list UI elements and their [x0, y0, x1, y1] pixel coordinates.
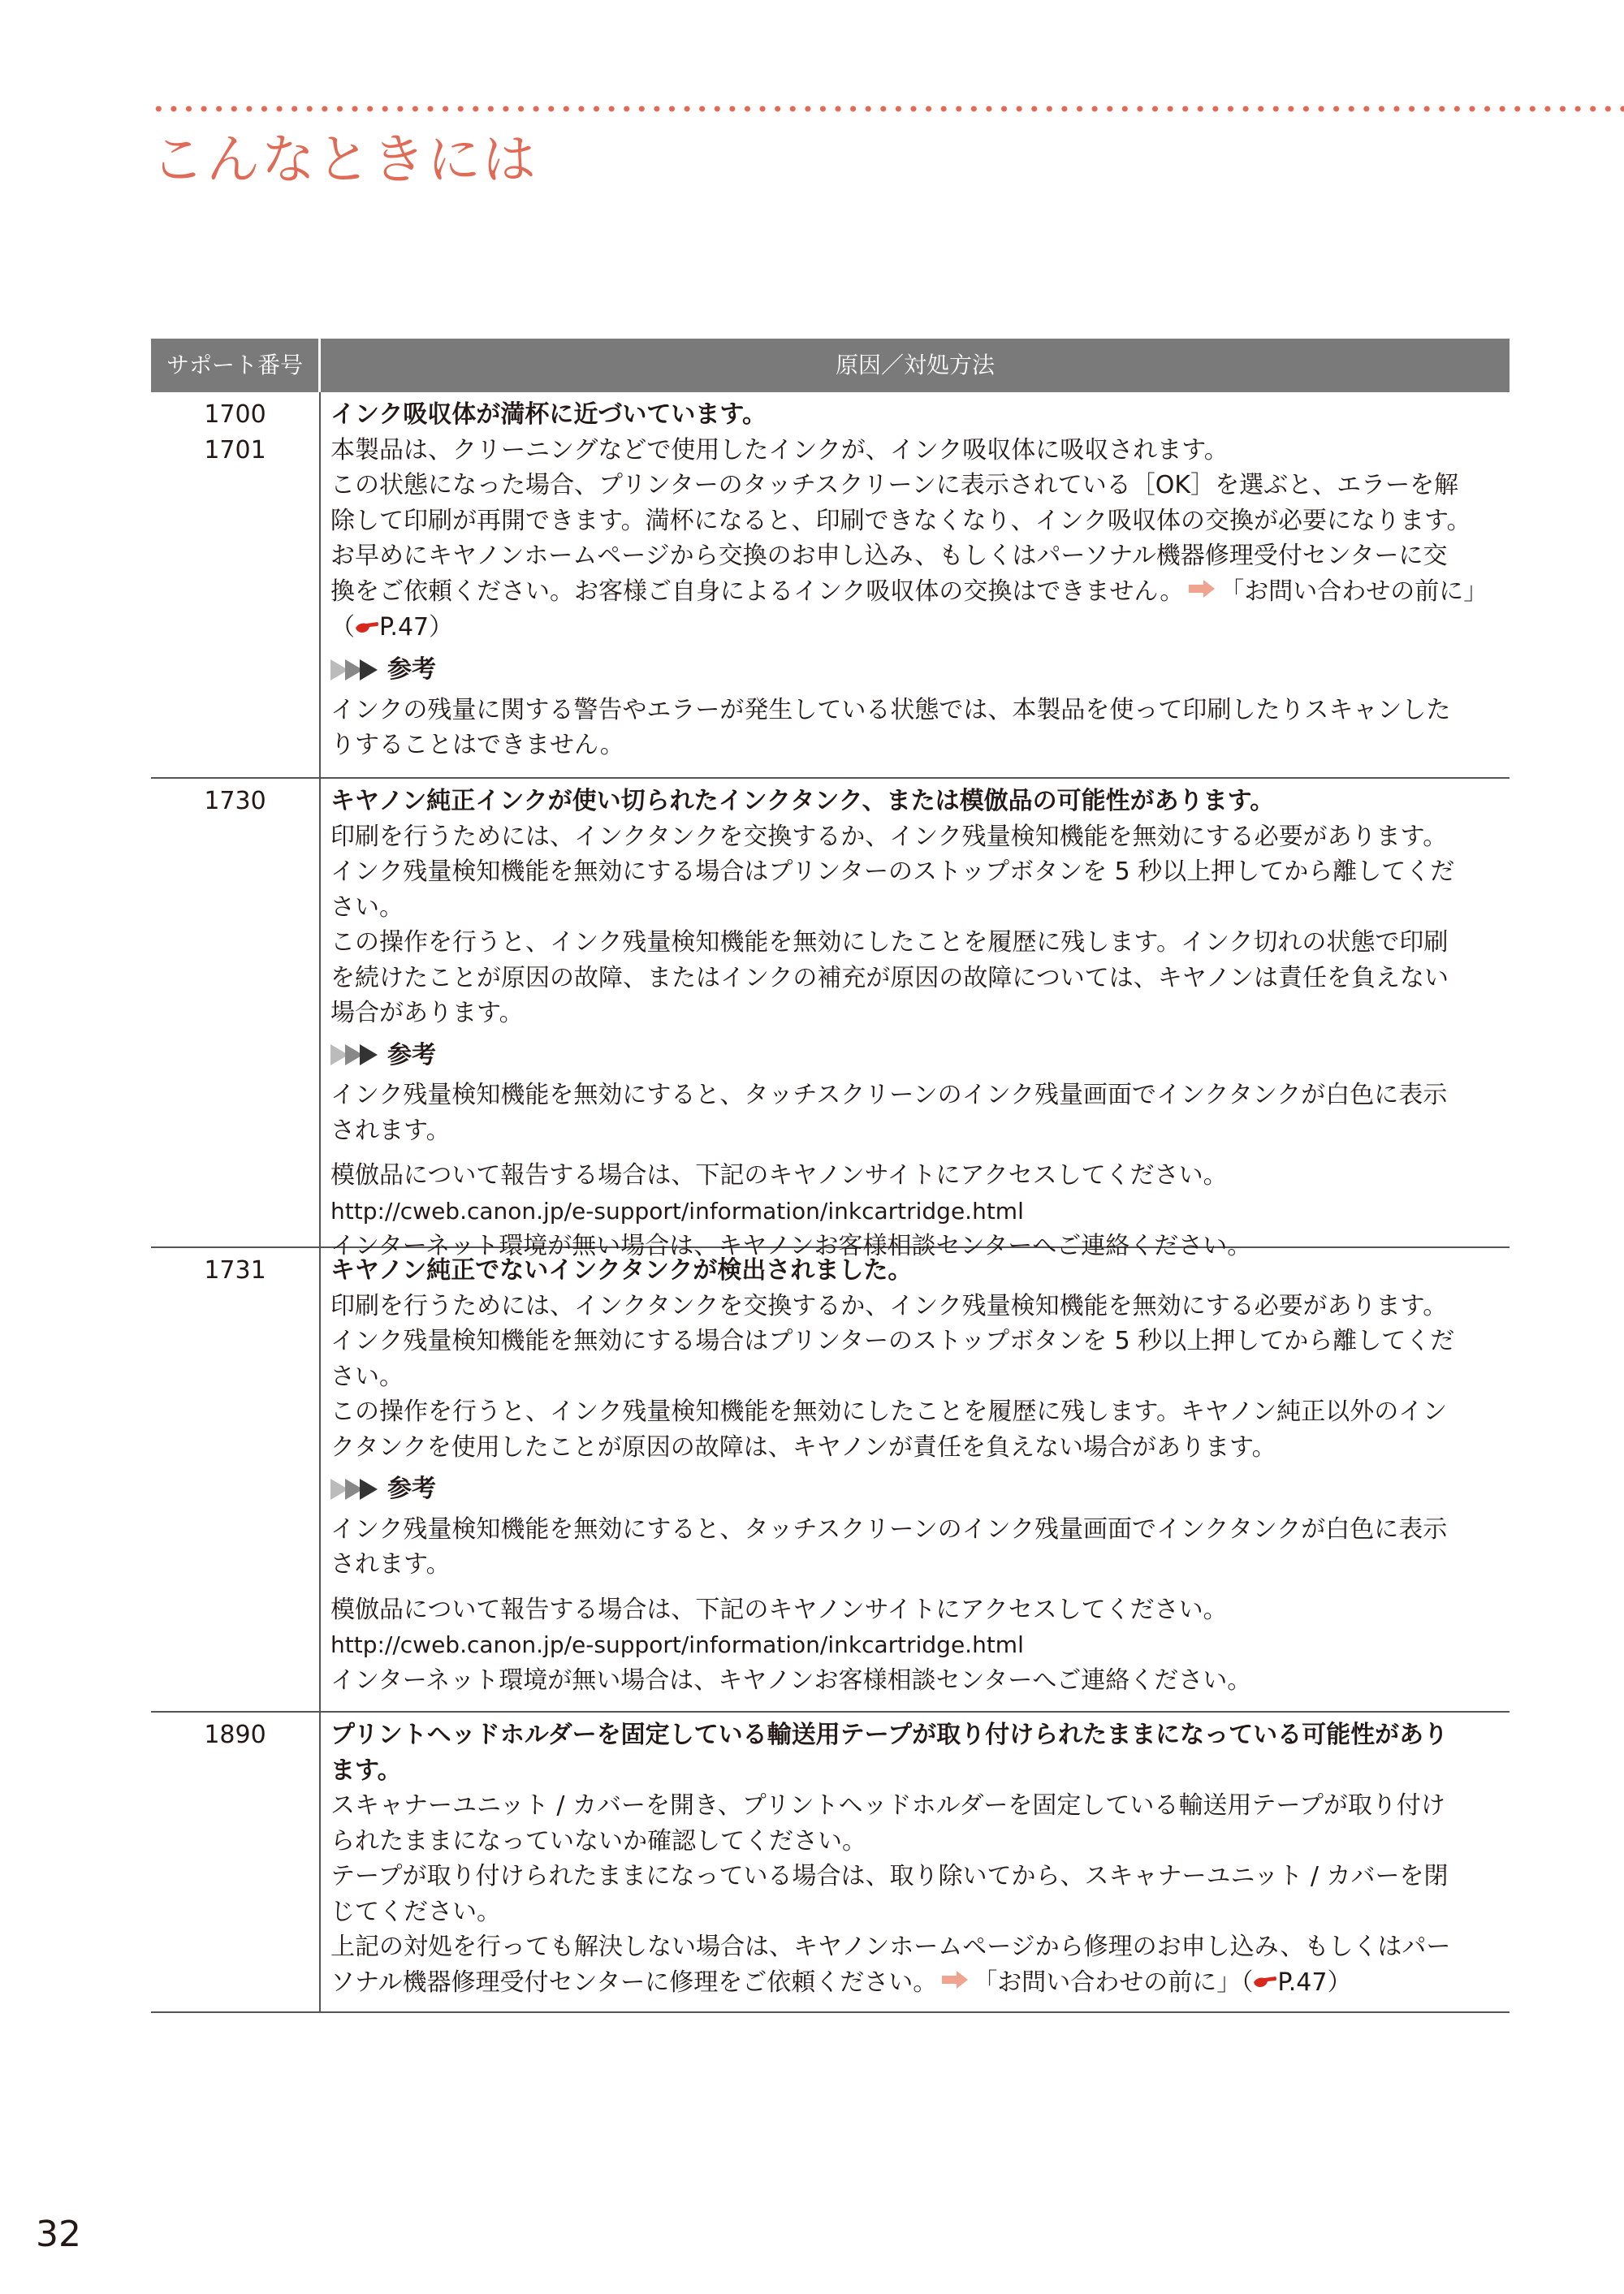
note-line: りすることはできません。	[330, 731, 624, 759]
note-label: 参考	[387, 1040, 436, 1069]
chevrons-icon	[330, 1479, 374, 1500]
body-line: スキャナーユニット / カバーを開き、プリントヘッドホルダーを固定している輸送用テープが取り付け	[330, 1791, 1445, 1820]
note-label: 参考	[387, 1475, 436, 1503]
body-line: 本製品は、クリーニングなどで使用したインクが、インク吸収体に吸収されます。	[330, 435, 1229, 464]
support-number: 1730	[204, 787, 266, 815]
note-line: インク残量検知機能を無効にすると、タッチスクリーンのインク残量画面でインクタンクが白色に表示	[330, 1514, 1448, 1544]
support-number-cell	[151, 1248, 321, 1711]
paren-close: ）	[1327, 1968, 1352, 1997]
page-title: こんなときには	[151, 128, 538, 191]
body-line: この状態になった場合、プリンターのタッチスクリーンに表示されている［OK］を選ぶと、エラーを解	[330, 471, 1459, 499]
body-text: 換をご依頼ください。お客様ご自身によるインク吸収体の交換はできません。	[330, 577, 1185, 606]
contact-line: インターネット環境が無い場合は、キヤノンお客様相談センターへご連絡ください。	[330, 1665, 1252, 1695]
body-line: この操作を行うと、インク残量検知機能を無効にしたことを履歴に残します。インク切れの状態で印刷	[330, 928, 1449, 957]
support-number: 1890	[204, 1721, 266, 1749]
body-line-with-reference	[330, 1965, 1510, 2001]
note-title	[330, 1038, 1510, 1074]
row-heading: キヤノン純正でないインクタンクが検出されました。	[330, 1256, 913, 1285]
header-cause-solution: 原因／対処方法	[835, 352, 995, 378]
body-line: インク残量検知機能を無効にする場合はプリンターのストップボタンを 5 秒以上押してから離してくだ	[330, 858, 1455, 886]
body-line: 上記の対処を行っても解決しない場合は、キヤノンホームページから修理のお申し込み、もしくはパー	[330, 1933, 1451, 1961]
row-heading: プリントヘッドホルダーを固定している輸送用テープが取り付けられたままになっている可能性があり	[330, 1721, 1449, 1749]
note-title	[330, 652, 1510, 688]
note-title	[330, 1471, 1510, 1507]
support-url[interactable]: http://cweb.canon.jp/e-support/information/inkcartridge.html	[330, 1197, 1024, 1225]
pointing-hand-icon	[355, 611, 379, 646]
body-line: お早めにキヤノンホームページから交換のお申し込み、もしくはパーソナル機器修理受付センターに交	[330, 542, 1448, 570]
body-line: 除して印刷が再開できます。満杯になると、印刷できなくなり、インク吸収体の交換が必要になります。	[330, 506, 1471, 535]
support-url[interactable]: http://cweb.canon.jp/e-support/information/inkcartridge.html	[330, 1631, 1024, 1658]
support-number: 1701	[204, 436, 266, 464]
note-line: 模倣品について報告する場合は、下記のキヤノンサイトにアクセスしてください。	[330, 1595, 1228, 1624]
row-heading: キヤノン純正インクが使い切られたインクタンク、または模倣品の可能性があります。	[330, 787, 1275, 815]
body-line: テープが取り付けられたままになっている場合は、取り除いてから、スキャナーユニット / カバーを閉	[330, 1862, 1449, 1890]
table-row	[151, 779, 1510, 1260]
note-line: インクの残量に関する警告やエラーが発生している状態では、本製品を使って印刷したりスキャンした	[330, 695, 1451, 724]
body-line: さい。	[330, 892, 404, 922]
body-line-with-reference	[330, 574, 1510, 610]
table-header	[151, 339, 1510, 392]
body-line: クタンクを使用したことが原因の故障は、キヤノンが責任を負えない場合があります。	[330, 1432, 1276, 1462]
table-row	[151, 392, 1510, 779]
support-code-table	[151, 339, 1510, 2013]
header-support-number: サポート番号	[151, 339, 321, 392]
pointing-hand-icon	[1253, 1965, 1277, 2001]
body-line: られたままになっていないか確認してください。	[330, 1826, 866, 1856]
note-line: されます。	[330, 1116, 451, 1145]
body-line: さい。	[330, 1362, 404, 1391]
note-line: 模倣品について報告する場合は、下記のキヤノンサイトにアクセスしてください。	[330, 1161, 1228, 1190]
body-line: 場合があります。	[330, 999, 524, 1027]
description-cell	[321, 1248, 1510, 1711]
reference-link[interactable]: 「お問い合わせの前に」	[1220, 577, 1488, 606]
support-number-cell	[151, 392, 321, 777]
reference-link[interactable]: 「お問い合わせの前に」	[973, 1968, 1242, 1997]
body-line: 印刷を行うためには、インクタンクを交換するか、インク残量検知機能を無効にする必要があります。	[330, 1291, 1448, 1320]
note-line: されます。	[330, 1550, 451, 1579]
support-number: 1700	[204, 400, 266, 429]
body-line: この操作を行うと、インク残量検知機能を無効にしたことを履歴に残します。キヤノン純正以外のイン	[330, 1398, 1448, 1426]
body-line: を続けたことが原因の故障、またはインクの補充が原因の故障については、キヤノンは責任を負えない	[330, 963, 1449, 992]
paren-open: （	[330, 612, 355, 642]
chevrons-icon	[330, 659, 374, 680]
description-cell	[321, 779, 1510, 1260]
description-cell	[321, 392, 1510, 777]
contact-line: インターネット環境が無い場合は、キヤノンお客様相談センターへご連絡ください。	[330, 1232, 1252, 1260]
paren-open: （	[1241, 1968, 1254, 1997]
note-label: 参考	[387, 655, 436, 684]
page-reference-number[interactable]: P.47	[379, 612, 430, 642]
dotted-divider	[151, 105, 1624, 113]
support-number-cell	[151, 779, 321, 1246]
paren-close: ）	[429, 612, 454, 642]
note-line: インク残量検知機能を無効にすると、タッチスクリーンのインク残量画面でインクタンクが白色に表示	[330, 1081, 1448, 1109]
page-reference-number[interactable]: P.47	[1277, 1968, 1328, 1997]
right-arrow-icon	[1187, 574, 1216, 610]
page-reference	[330, 610, 1510, 646]
support-number: 1731	[204, 1256, 266, 1285]
body-line: 印刷を行うためには、インクタンクを交換するか、インク残量検知機能を無効にする必要があります。	[330, 822, 1448, 851]
body-line: インク残量検知機能を無効にする場合はプリンターのストップボタンを 5 秒以上押してから離してくだ	[330, 1327, 1455, 1355]
table-row	[151, 1248, 1510, 1713]
row-heading: インク吸収体が満杯に近づいています。	[330, 400, 767, 429]
page-number: 32	[36, 2214, 81, 2255]
chevrons-icon	[330, 1044, 374, 1065]
right-arrow-icon	[940, 1965, 970, 2001]
body-line: じてください。	[330, 1897, 501, 1926]
table-row	[151, 1713, 1510, 2013]
support-number-cell	[151, 1713, 321, 2011]
row-heading: ます。	[330, 1756, 402, 1785]
body-text: ソナル機器修理受付センターに修理をご依頼ください。	[330, 1968, 938, 1997]
description-cell	[321, 1713, 1510, 2011]
